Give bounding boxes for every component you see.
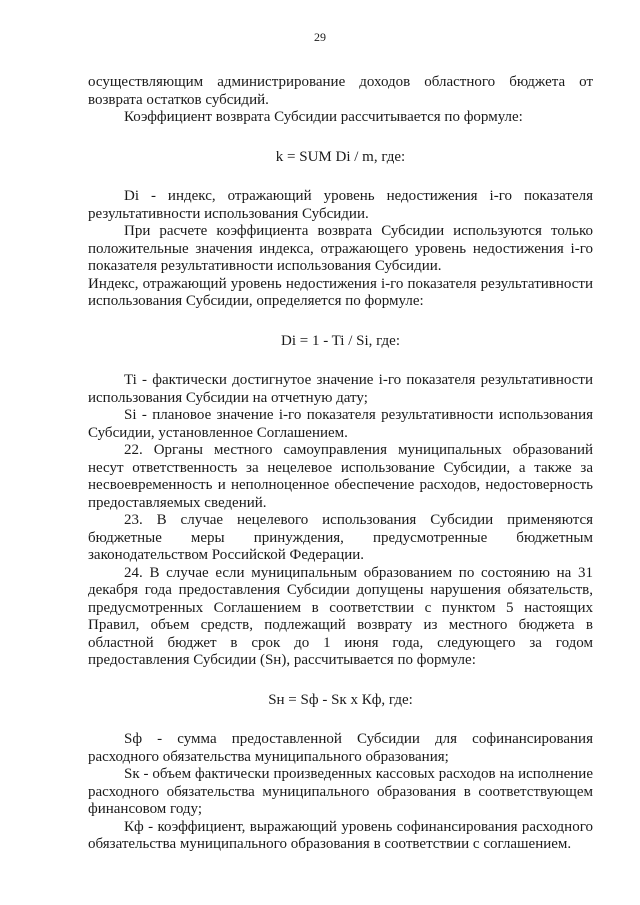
paragraph: Di - индекс, отражающий уровень недостижения i-го показателя результативности использования Субсидии.: [88, 188, 593, 222]
paragraph: Si - плановое значение i-го показателя результативности использования Субсидии, установленное Соглашением.: [88, 407, 593, 441]
paragraph: Индекс, отражающий уровень недостижения i-го показателя результативности использования Субсидии, определяется по формуле:: [88, 275, 593, 309]
paragraph: Кф - коэффициент, выражающий уровень софинансирования расходного обязательства муниципального образования в соответствии с соглашением.: [88, 818, 593, 852]
paragraph: Sк - объем фактически произведенных кассовых расходов на исполнение расходного обязательства муниципального образования в соответствующем финансовом году;: [88, 766, 593, 817]
formula-di: Di = 1 - Ti / Si, где:: [280, 332, 401, 349]
paragraph-22: 22. Органы местного самоуправления муниципальных образований несут ответственность за нецелевое использование Субсидии, а также за несвоевременность и неполноценное обеспечение расходов, недостоверность предоставляемых сведений.: [88, 442, 593, 511]
page-number: 29: [314, 30, 326, 44]
paragraph: Sф - сумма предоставленной Субсидии для софинансирования расходного обязательства муниципального образования;: [88, 731, 593, 765]
paragraph: Коэффициент возврата Субсидии рассчитывается по формуле:: [124, 109, 523, 125]
document-body: [88, 74, 593, 854]
paragraph: осуществляющим администрирование доходов областного бюджета от возврата остатков субсидий.: [88, 74, 593, 108]
formula-sn: Sн = Sф - Sк x Кф, где:: [268, 691, 413, 708]
paragraph-23: 23. В случае нецелевого использования Субсидии применяются бюджетные меры принуждения, предусмотренные бюджетным законодательством Российской Федерации.: [88, 512, 593, 563]
paragraph: При расчете коэффициента возврата Субсидии используются только положительные значения индекса, отражающего уровень недостижения i-го показателя результативности использования Субсидии.: [88, 223, 593, 274]
paragraph: Ti - фактически достигнутое значение i-го показателя результативности использования Субсидии на отчетную дату;: [88, 372, 593, 406]
formula-k: k = SUM Di / m, где:: [275, 148, 406, 165]
paragraph-24: 24. В случае если муниципальным образованием по состоянию на 31 декабря года предоставления Субсидии допущены нарушения обязательств, предусмотренных Соглашением в соответствии с пунктом 5 настоящих Правил, объем средств, подлежащий возврату из местного бюджета в областной бюджет в срок до 1 июня года, следующего за годом предоставления Субсидии (Sн), рассчитывается по формуле:: [88, 564, 593, 668]
